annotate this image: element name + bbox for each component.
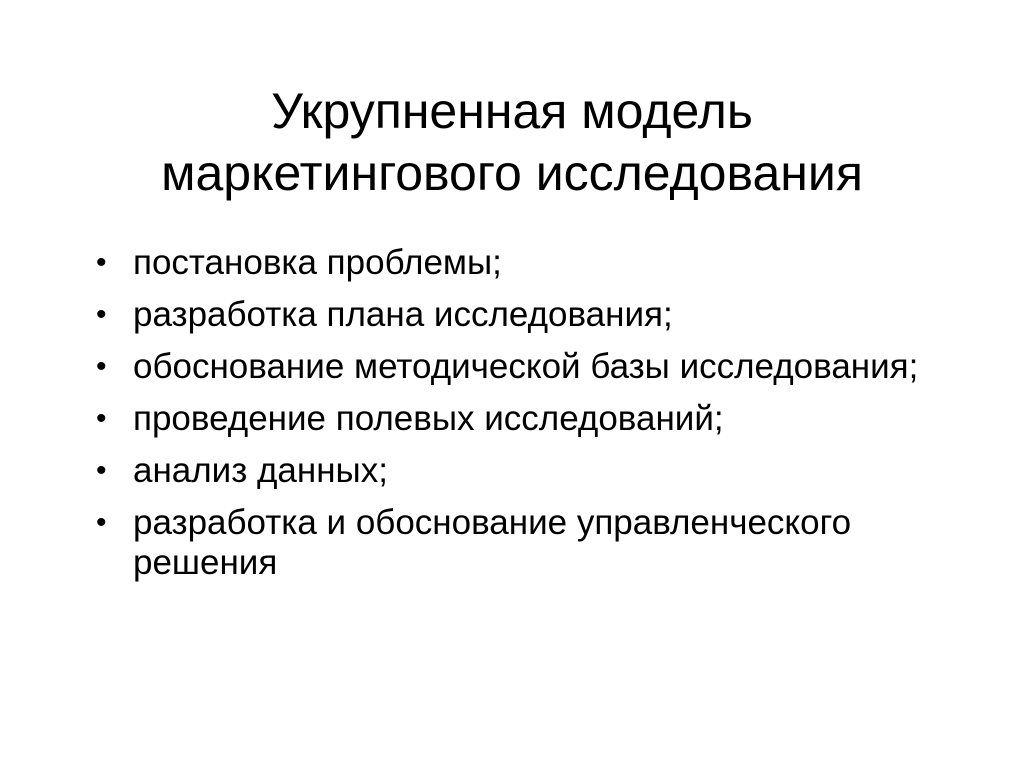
bullet-icon: •	[96, 298, 107, 331]
bullet-list	[96, 243, 976, 595]
bullet-icon: •	[96, 506, 107, 539]
bullet-item-data-analysis	[96, 451, 976, 491]
bullet-item-problem	[96, 243, 976, 283]
bullet-icon: •	[96, 402, 107, 435]
bullet-text: разработка плана исследования;	[133, 295, 673, 334]
bullet-icon: •	[96, 454, 107, 487]
bullet-item-field-research	[96, 399, 976, 439]
bullet-text: обоснование методической базы исследования;	[133, 347, 919, 386]
bullet-text: разработка и обоснование управленческого решения	[133, 503, 852, 582]
bullet-item-plan	[96, 295, 976, 335]
bullet-icon: •	[96, 246, 107, 279]
bullet-text: постановка проблемы;	[133, 243, 502, 282]
bullet-icon: •	[96, 350, 107, 383]
bullet-text: проведение полевых исследований;	[133, 399, 724, 438]
slide-title	[60, 80, 964, 204]
bullet-text: анализ данных;	[133, 451, 388, 490]
slide-title-line-1: Укрупненная модель	[271, 83, 753, 139]
slide-title-line-2: маркетингового исследования	[161, 145, 863, 201]
bullet-item-methodology	[96, 347, 976, 387]
bullet-item-decision	[96, 503, 976, 583]
